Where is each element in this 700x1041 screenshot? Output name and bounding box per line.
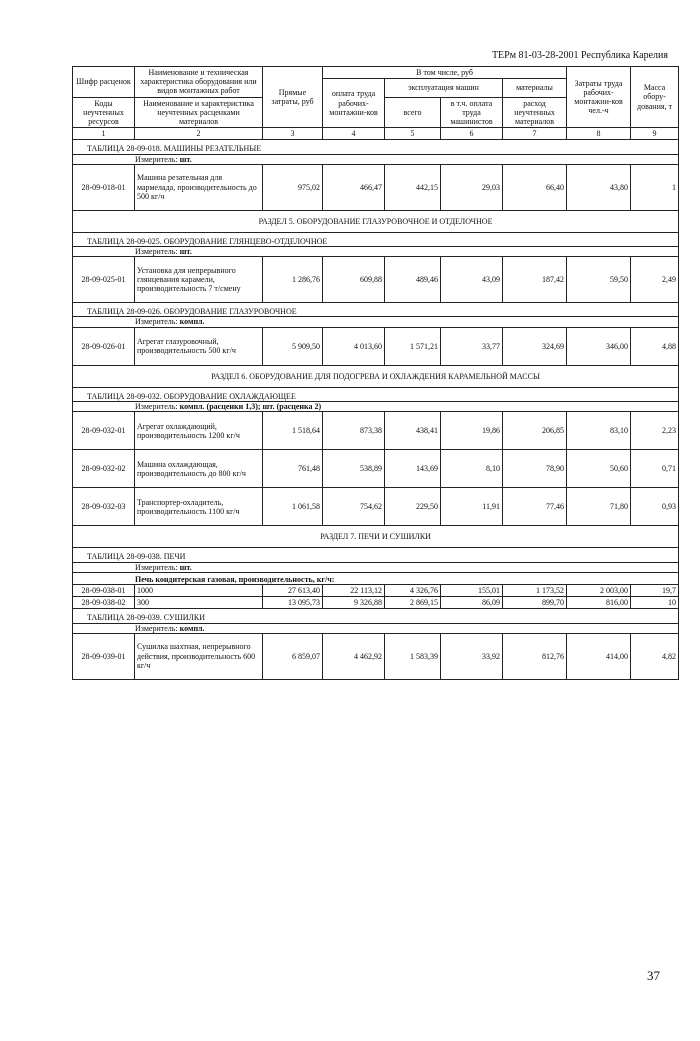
equipment-mass: 2,23 (631, 412, 679, 450)
machine-total: 438,41 (385, 412, 441, 450)
section-title: РАЗДЕЛ 5. ОБОРУДОВАНИЕ ГЛАЗУРОВОЧНОЕ И ОТДЕЛОЧНОЕ (73, 210, 679, 232)
table-body (73, 140, 679, 679)
col-labor: Затраты труда рабочих-монтажни-ков чел.-ч (567, 67, 631, 128)
section-title: РАЗДЕЛ 6. ОБОРУДОВАНИЕ ДЛЯ ПОДОГРЕВА И ОХЛАЖДЕНИЯ КАРАМЕЛЬНОЙ МАССЫ (73, 365, 679, 387)
rate-name: Сушилка шахтная, непрерывного действия, производительность 600 кг/ч (135, 633, 263, 679)
driver-wages: 155,01 (441, 584, 503, 596)
rate-name: Машина резательная для мармелада, производительность до 500 кг/ч (135, 164, 263, 210)
unit-row (73, 562, 679, 572)
machine-total: 1 571,21 (385, 327, 441, 365)
unit-row (73, 247, 679, 257)
table-title: ТАБЛИЦА 28-09-026. ОБОРУДОВАНИЕ ГЛАЗУРОВОЧНОЕ (73, 303, 679, 317)
subtitle-row (73, 572, 679, 584)
col-total: всего (385, 97, 441, 128)
rate-name: Агрегат охлаждающий, производительность 1200 кг/ч (135, 412, 263, 450)
labor-cost: 346,00 (567, 327, 631, 365)
wages-cost: 9 326,88 (323, 597, 385, 609)
wages-cost: 538,89 (323, 450, 385, 488)
material-usage: 1 173,52 (503, 584, 567, 596)
rate-code: 28-09-032-01 (73, 412, 135, 450)
unit-line (73, 623, 679, 633)
col-driver-wages: в т.ч. оплата труда машинистов (441, 97, 503, 128)
equipment-mass: 19,7 (631, 584, 679, 596)
labor-cost: 43,80 (567, 164, 631, 210)
section-row (73, 526, 679, 548)
material-usage: 324,69 (503, 327, 567, 365)
direct-cost: 27 613,40 (263, 584, 323, 596)
wages-cost: 609,88 (323, 257, 385, 303)
unit-value: компл. (179, 623, 205, 633)
rate-name: Установка для непрерывного глянцевания карамели, производительность 7 т/смену (135, 257, 263, 303)
labor-cost: 83,10 (567, 412, 631, 450)
rate-name: Транспортер-охладитель, производительность 1100 кг/ч (135, 488, 263, 526)
unit-line (73, 317, 679, 327)
col-codes: Коды неучтенных ресурсов (73, 97, 135, 128)
material-usage: 66,40 (503, 164, 567, 210)
driver-wages: 43,09 (441, 257, 503, 303)
wages-cost: 754,62 (323, 488, 385, 526)
direct-cost: 1 518,64 (263, 412, 323, 450)
equipment-mass: 4,88 (631, 327, 679, 365)
unit-value: шт. (179, 154, 192, 164)
machine-total: 2 869,15 (385, 597, 441, 609)
rate-code: 28-09-026-01 (73, 327, 135, 365)
driver-wages: 29,03 (441, 164, 503, 210)
column-numbers: 1 2 3 4 5 6 7 8 9 (73, 128, 679, 140)
material-usage: 78,90 (503, 450, 567, 488)
material-usage: 77,46 (503, 488, 567, 526)
direct-cost: 761,48 (263, 450, 323, 488)
table-title-row (73, 140, 679, 154)
table-head (73, 67, 679, 140)
table-row (73, 488, 679, 526)
direct-cost: 1 061,58 (263, 488, 323, 526)
unit-row (73, 317, 679, 327)
unit-line (73, 247, 679, 257)
table-title-row (73, 387, 679, 401)
unit-row (73, 402, 679, 412)
table-subtitle: Печь кондитерская газовая, производительность, кг/ч: (73, 572, 679, 584)
rate-name: Агрегат глазуровочный, производительность 500 кг/ч (135, 327, 263, 365)
col-wages: оплата труда рабочих-монтажни-ков (323, 79, 385, 128)
unit-label: Измеритель: (135, 247, 178, 257)
table-row (73, 164, 679, 210)
unit-value: компл. (расценки 1,3); шт. (расценка 2) (179, 402, 322, 411)
driver-wages: 33,77 (441, 327, 503, 365)
unit-value: компл. (179, 317, 205, 327)
driver-wages: 8,10 (441, 450, 503, 488)
machine-total: 229,50 (385, 488, 441, 526)
unit-label: Измеритель: (135, 562, 178, 572)
unit-label: Измеритель: (135, 623, 178, 633)
col-mat-usage: расход неучтенных материалов (503, 97, 567, 128)
equipment-mass: 4,82 (631, 633, 679, 679)
table-title: ТАБЛИЦА 28-09-025. ОБОРУДОВАНИЕ ГЛЯНЦЕВО-ОТДЕЛОЧНОЕ (73, 232, 679, 246)
table-title-row (73, 548, 679, 562)
rate-name: 1000 (135, 584, 263, 596)
rate-code: 28-09-032-02 (73, 450, 135, 488)
material-usage: 206,85 (503, 412, 567, 450)
equipment-mass: 1 (631, 164, 679, 210)
labor-cost: 50,60 (567, 450, 631, 488)
direct-cost: 6 859,07 (263, 633, 323, 679)
driver-wages: 11,91 (441, 488, 503, 526)
price-table (72, 66, 679, 680)
section-title: РАЗДЕЛ 7. ПЕЧИ И СУШИЛКИ (73, 526, 679, 548)
page-number: 37 (647, 968, 660, 983)
labor-cost: 2 003,00 (567, 584, 631, 596)
rate-name: Машина охлаждающая, производительность до 800 кг/ч (135, 450, 263, 488)
col-mass: Масса обору-дования, т (631, 67, 679, 128)
wages-cost: 873,38 (323, 412, 385, 450)
equipment-mass: 0,71 (631, 450, 679, 488)
machine-total: 143,69 (385, 450, 441, 488)
driver-wages: 33,92 (441, 633, 503, 679)
equipment-mass: 0,93 (631, 488, 679, 526)
direct-cost: 5 909,50 (263, 327, 323, 365)
machine-total: 4 326,76 (385, 584, 441, 596)
table-title-row (73, 609, 679, 623)
material-usage: 187,42 (503, 257, 567, 303)
col-incl: В том числе, руб (323, 67, 567, 79)
unit-label: Измеритель: (135, 402, 178, 411)
table-title: ТАБЛИЦА 28-09-039. СУШИЛКИ (73, 609, 679, 623)
labor-cost: 816,00 (567, 597, 631, 609)
table-row (73, 633, 679, 679)
table-title-row (73, 303, 679, 317)
labor-cost: 414,00 (567, 633, 631, 679)
labor-cost: 59,50 (567, 257, 631, 303)
unit-row (73, 154, 679, 164)
equipment-mass: 2,49 (631, 257, 679, 303)
unit-label: Измеритель: (135, 317, 178, 327)
labor-cost: 71,80 (567, 488, 631, 526)
col-direct: Прямые затраты, руб (263, 67, 323, 128)
table-row (73, 327, 679, 365)
rate-code: 28-09-018-01 (73, 164, 135, 210)
rate-code: 28-09-038-02 (73, 597, 135, 609)
table-row (73, 450, 679, 488)
direct-cost: 975,02 (263, 164, 323, 210)
material-usage: 812,76 (503, 633, 567, 679)
unit-row (73, 623, 679, 633)
table-title: ТАБЛИЦА 28-09-032. ОБОРУДОВАНИЕ ОХЛАЖДАЮЩЕЕ (73, 387, 679, 401)
wages-cost: 466,47 (323, 164, 385, 210)
col-name-top: Наименование и техническая характеристика оборудования или видов монтажных работ (135, 67, 263, 98)
page-header: ТЕРм 81-03-28-2001 Республика Карелия (491, 50, 668, 61)
wages-cost: 4 462,92 (323, 633, 385, 679)
table-row (73, 412, 679, 450)
section-row (73, 365, 679, 387)
table-row (73, 257, 679, 303)
col-name-bottom: Наименование и характеристика неучтенных расценками материалов (135, 97, 263, 128)
unit-value: шт. (179, 247, 192, 257)
direct-cost: 1 286,76 (263, 257, 323, 303)
machine-total: 442,15 (385, 164, 441, 210)
col-operation: эксплуатация машин (385, 79, 503, 97)
section-row (73, 210, 679, 232)
driver-wages: 19,86 (441, 412, 503, 450)
wages-cost: 22 113,12 (323, 584, 385, 596)
rate-code: 28-09-025-01 (73, 257, 135, 303)
machine-total: 489,46 (385, 257, 441, 303)
rate-code: 28-09-038-01 (73, 584, 135, 596)
unit-line (73, 562, 679, 572)
rate-code: 28-09-032-03 (73, 488, 135, 526)
unit-line (73, 402, 679, 412)
unit-line (73, 154, 679, 164)
col-materials: материалы (503, 79, 567, 97)
equipment-mass: 10 (631, 597, 679, 609)
table-row (73, 584, 679, 596)
table-title: ТАБЛИЦА 28-09-038. ПЕЧИ (73, 548, 679, 562)
machine-total: 1 583,39 (385, 633, 441, 679)
rate-name: 300 (135, 597, 263, 609)
table-title: ТАБЛИЦА 28-09-018. МАШИНЫ РЕЗАТЕЛЬНЫЕ (73, 140, 679, 154)
table-row (73, 597, 679, 609)
driver-wages: 86,09 (441, 597, 503, 609)
col-cipher: Шифр расценок (73, 67, 135, 98)
direct-cost: 13 095,73 (263, 597, 323, 609)
unit-label: Измеритель: (135, 154, 178, 164)
wages-cost: 4 013,60 (323, 327, 385, 365)
material-usage: 899,70 (503, 597, 567, 609)
unit-value: шт. (179, 562, 192, 572)
table-title-row (73, 232, 679, 246)
rate-code: 28-09-039-01 (73, 633, 135, 679)
